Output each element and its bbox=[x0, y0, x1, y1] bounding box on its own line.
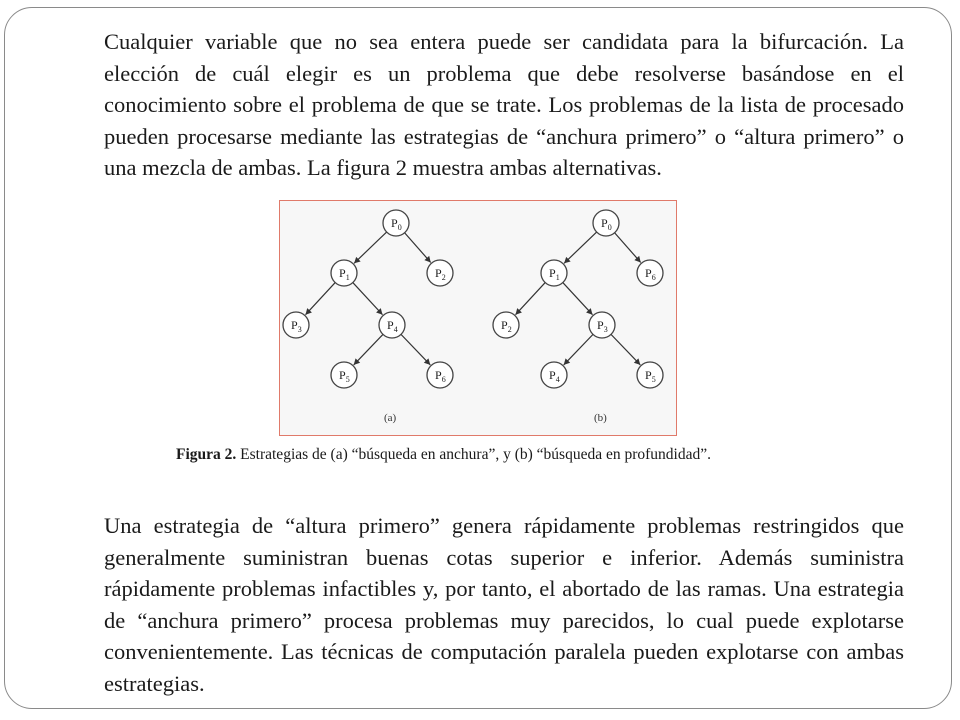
tree-node bbox=[427, 260, 453, 286]
tree-edge bbox=[354, 232, 387, 263]
tree-edge bbox=[305, 283, 335, 315]
search-trees-diagram bbox=[280, 201, 676, 435]
node-label: $P_4$ bbox=[387, 318, 398, 334]
tree-edge bbox=[401, 334, 430, 365]
tree-node bbox=[383, 210, 409, 236]
tree-node bbox=[379, 312, 405, 338]
tree-node bbox=[283, 312, 309, 338]
tree-node bbox=[331, 362, 357, 388]
node-label: $P_5$ bbox=[645, 368, 656, 384]
tree-a-breadth-first bbox=[283, 210, 453, 424]
node-label: $P_6$ bbox=[645, 266, 656, 282]
figure-caption bbox=[176, 446, 856, 464]
tree-node bbox=[541, 362, 567, 388]
paragraph-intro: Cualquier variable que no sea entera puede ser candidata para la bifurcación. La elección de cuál elegir es un problema que debe resolverse basándose en el conocimiento sobre el problema de que se trate. Los problemas de la lista de procesado pueden procesarse mediante las estrategias de “anchura primero” o “altura primero” o una mezcla de ambas. La figura 2 muestra ambas alternativas. bbox=[104, 29, 904, 180]
node-label: $P_6$ bbox=[435, 368, 446, 384]
node-label: $P_1$ bbox=[549, 266, 560, 282]
tree-node bbox=[637, 260, 663, 286]
node-label: $P_3$ bbox=[597, 318, 608, 334]
tree-edge bbox=[611, 334, 640, 365]
node-label: $P_2$ bbox=[501, 318, 512, 334]
caption-text: Estrategias de (a) “búsqueda en anchura”, y (b) “búsqueda en profundidad”. bbox=[236, 446, 711, 463]
tree-edge bbox=[564, 334, 593, 365]
tree-edge bbox=[563, 283, 593, 315]
tree-b-depth-first bbox=[493, 210, 663, 424]
tree-node bbox=[637, 362, 663, 388]
tree-node bbox=[541, 260, 567, 286]
tree-node bbox=[331, 260, 357, 286]
tree-node bbox=[493, 312, 519, 338]
tree-edge bbox=[353, 283, 383, 315]
node-label: $P_4$ bbox=[549, 368, 560, 384]
tree-edge bbox=[564, 232, 597, 263]
node-label: $P_5$ bbox=[339, 368, 350, 384]
node-label: $P_2$ bbox=[435, 266, 446, 282]
node-label: $P_3$ bbox=[291, 318, 302, 334]
caption-label: Figura 2. bbox=[176, 446, 237, 463]
tree-edge bbox=[354, 334, 383, 365]
tree-node bbox=[427, 362, 453, 388]
node-label: $P_0$ bbox=[601, 216, 612, 232]
tree-edge bbox=[515, 283, 545, 315]
paragraph-strategies: Una estrategia de “altura primero” genera rápidamente problemas restringidos que generalmente suministran buenas cotas superior e inferior. Además suministra rápidamente problemas infactibles y, por tanto, el abortado de las ramas. Una estrategia de “anchura primero” procesa problemas muy parecidos, lo cual puede explotarse convenientemente. Las técnicas de computación paralela pueden explotarse con ambas estrategias. bbox=[104, 513, 904, 696]
tree-label: (a) bbox=[384, 412, 397, 424]
node-label: $P_1$ bbox=[339, 266, 350, 282]
tree-node bbox=[589, 312, 615, 338]
tree-node bbox=[593, 210, 619, 236]
node-label: $P_0$ bbox=[391, 216, 402, 232]
tree-label: (b) bbox=[594, 412, 607, 424]
figure-2-image bbox=[279, 200, 677, 436]
